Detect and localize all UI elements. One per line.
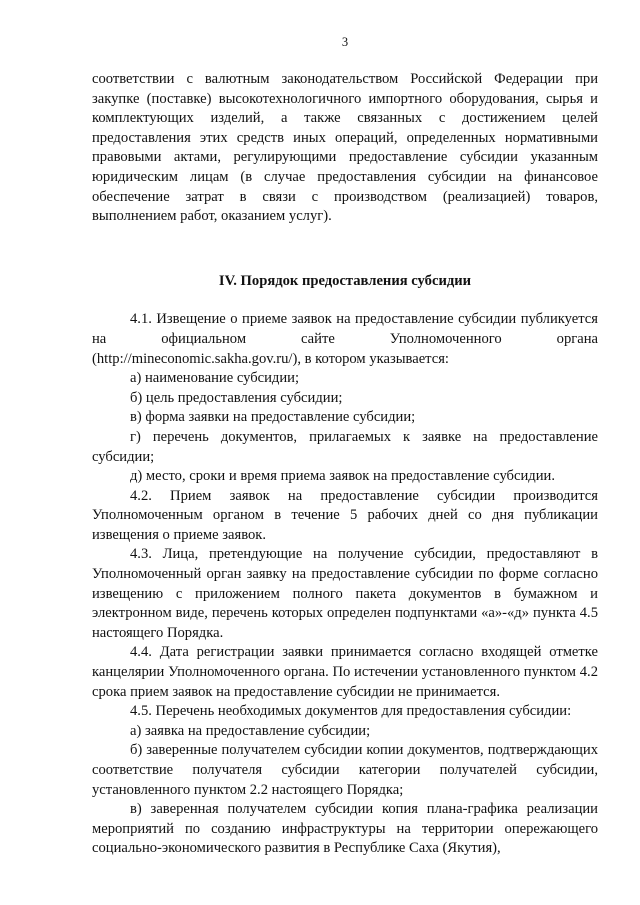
paragraph-4-2: 4.2. Прием заявок на предоставление субсидии производится Уполномоченным органом в течение 5 рабочих дней со дня публикации извещения о приеме заявок. <box>92 487 598 543</box>
paragraph-4-4: 4.4. Дата регистрации заявки принимается согласно входящей отметке канцелярии Уполномоченного органа. По истечении установленного пунктом 4.2 срока прием заявок на предоставление субсидии не принимается. <box>92 644 598 700</box>
list-item-v: в) форма заявки на предоставление субсидии; <box>130 409 416 426</box>
section-title: IV. Порядок предоставления субсидии <box>218 272 472 289</box>
intro-paragraph: соответствии с валютным законодательством Российской Федерации при закупке (поставке) высокотехнологичного импортного оборудования, сырья и комплектующих изделий, а также связанных с достижением целей предоставления этих средств иных операций, определенных нормативными правовыми актами, регулирующими предоставление субсидии указанным юридическим лицам (в случае предоставления субсидии на финансовое обеспечение затрат в связи с производством (реализацией) товаров, выполнением работ, оказанием услуг). <box>92 71 598 225</box>
list-item-4-5-b: б) заверенные получателем субсидии копии документов, подтверждающих соответствие получателя субсидии категории получателей субсидии, установленного пунктом 2.2 настоящего Порядка; <box>92 742 598 798</box>
list-item-a: а) наименование субсидии; <box>130 370 300 387</box>
list-item-d: д) место, сроки и время приема заявок на предоставление субсидии. <box>130 468 555 485</box>
list-item-b: б) цель предоставления субсидии; <box>130 389 343 406</box>
list-item-4-5-a: а) заявка на предоставление субсидии; <box>130 722 371 739</box>
list-item-g: г) перечень документов, прилагаемых к заявке на предоставление субсидии; <box>92 428 598 465</box>
paragraph-4-5: 4.5. Перечень необходимых документов для предоставления субсидии: <box>130 703 572 720</box>
document-page <box>92 34 598 859</box>
paragraph-4-3: 4.3. Лица, претендующие на получение субсидии, предоставляют в Уполномоченный орган заявку на предоставление субсидии по форме согласно извещению с приложением полного пакета документов в бумажном и электронном виде, перечень которых определен подпунктами «а»-«д» пункта 4.5 настоящего Порядка. <box>92 546 598 641</box>
page-number: 3 <box>341 35 349 49</box>
paragraph-4-1: 4.1. Извещение о приеме заявок на предоставление субсидии публикуется на официальном сайте Уполномоченного органа (http://mineconomic.sakha.gov.ru/), в котором указывается: <box>92 311 598 367</box>
list-item-4-5-v: в) заверенная получателем субсидии копия плана-графика реализации мероприятий по созданию инфраструктуры на территории опережающего социально-экономического развития в Республике Саха (Якутия), <box>92 801 598 857</box>
